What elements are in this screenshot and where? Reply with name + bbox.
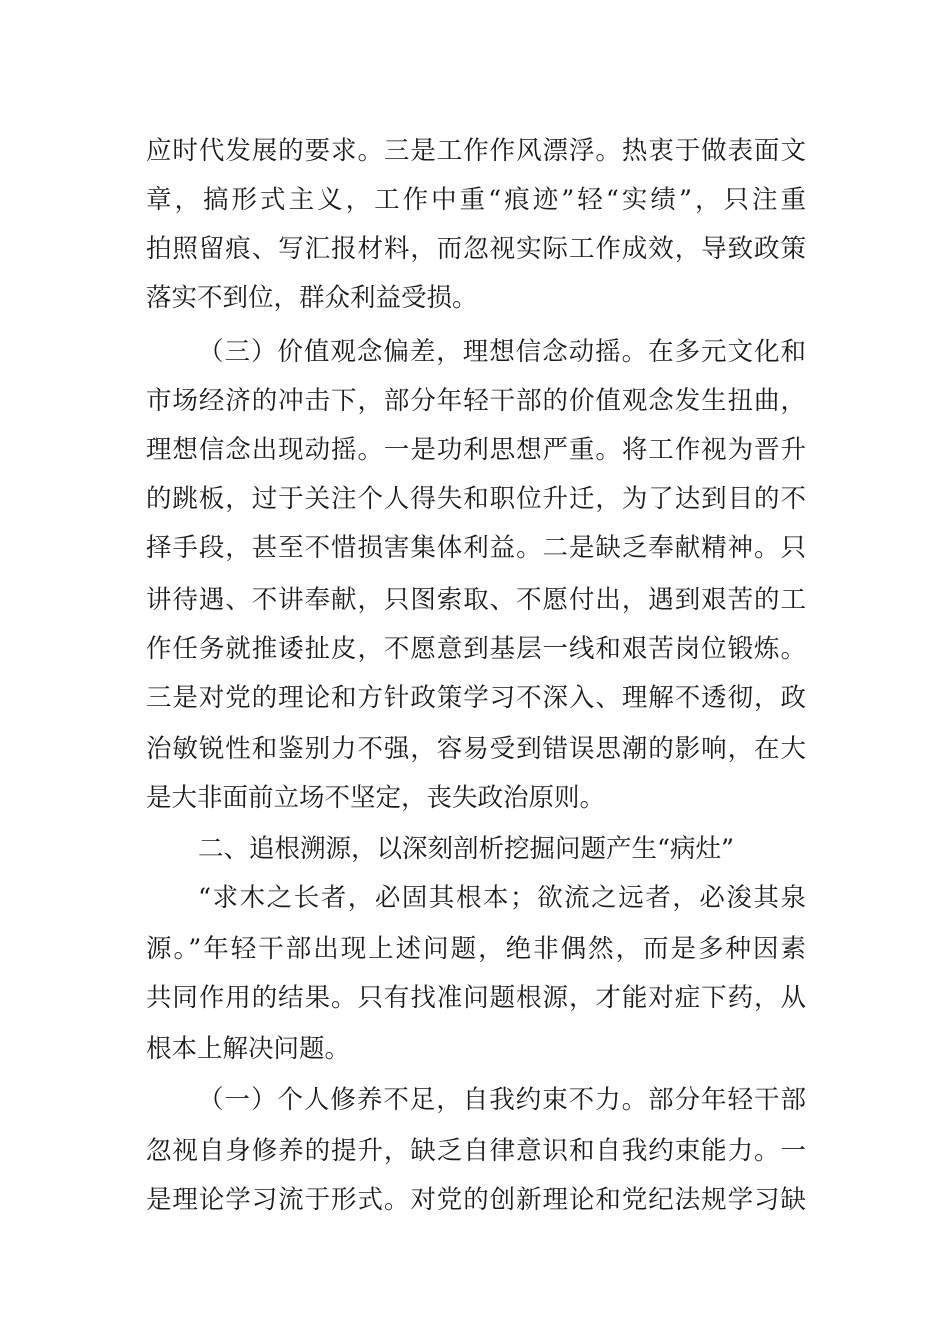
body-line-17: 源。”年轻干部出现上述问题，绝非偶然，而是多种因素 xyxy=(146,934,806,964)
body-line-7: 理想信念出现动摇。一是功利思想严重。将工作视为晋升 xyxy=(146,435,806,465)
body-line-22: 是理论学习流于形式。对党的创新理论和党纪法规学习缺 xyxy=(146,1185,806,1215)
section-heading-3: （三）价值观念偏差，理想信念动摇。在多元文化和 xyxy=(198,337,806,367)
section-heading-1: （一）个人修养不足，自我约束不力。部分年轻干部 xyxy=(198,1085,806,1115)
body-line-4: 落实不到位，群众利益受损。 xyxy=(146,283,478,313)
body-line-21: 忽视自身修养的提升，缺乏自律意识和自我约束能力。一 xyxy=(146,1136,806,1166)
body-line-12: 三是对党的理论和方针政策学习不深入、理解不透彻，政 xyxy=(146,683,806,713)
body-line-6: 市场经济的冲击下，部分年轻干部的价值观念发生扭曲， xyxy=(146,386,806,416)
body-line-19: 根本上解决问题。 xyxy=(146,1034,351,1064)
body-line-3: 拍照留痕、写汇报材料，而忽视实际工作成效，导致政策 xyxy=(146,234,806,264)
body-line-14: 是大非面前立场不坚定，丧失政治原则。 xyxy=(146,783,606,813)
quote-line-1: “求木之长者，必固其根本；欲流之远者，必浚其泉 xyxy=(198,883,806,913)
body-line-8: 的跳板，过于关注个人得失和职位升迁，为了达到目的不 xyxy=(146,484,806,514)
body-line-13: 治敏锐性和鉴别力不强，容易受到错误思潮的影响，在大 xyxy=(146,734,806,764)
body-line-2: 章，搞形式主义，工作中重“痕迹”轻“实绩”，只注重 xyxy=(146,185,806,215)
body-line-10: 讲待遇、不讲奉献，只图索取、不愿付出，遇到艰苦的工 xyxy=(146,585,806,615)
chapter-heading-2: 二、追根溯源，以深刻剖析挖掘问题产生“病灶” xyxy=(198,834,735,864)
body-line-18: 共同作用的结果。只有找准问题根源，才能对症下药，从 xyxy=(146,983,806,1013)
body-line-1: 应时代发展的要求。三是工作作风漂浮。热衷于做表面文 xyxy=(146,136,806,166)
body-line-11: 作任务就推诿扯皮，不愿意到基层一线和艰苦岗位锻炼。 xyxy=(146,634,806,664)
body-line-9: 择手段，甚至不惜损害集体利益。二是缺乏奉献精神。只 xyxy=(146,533,806,563)
